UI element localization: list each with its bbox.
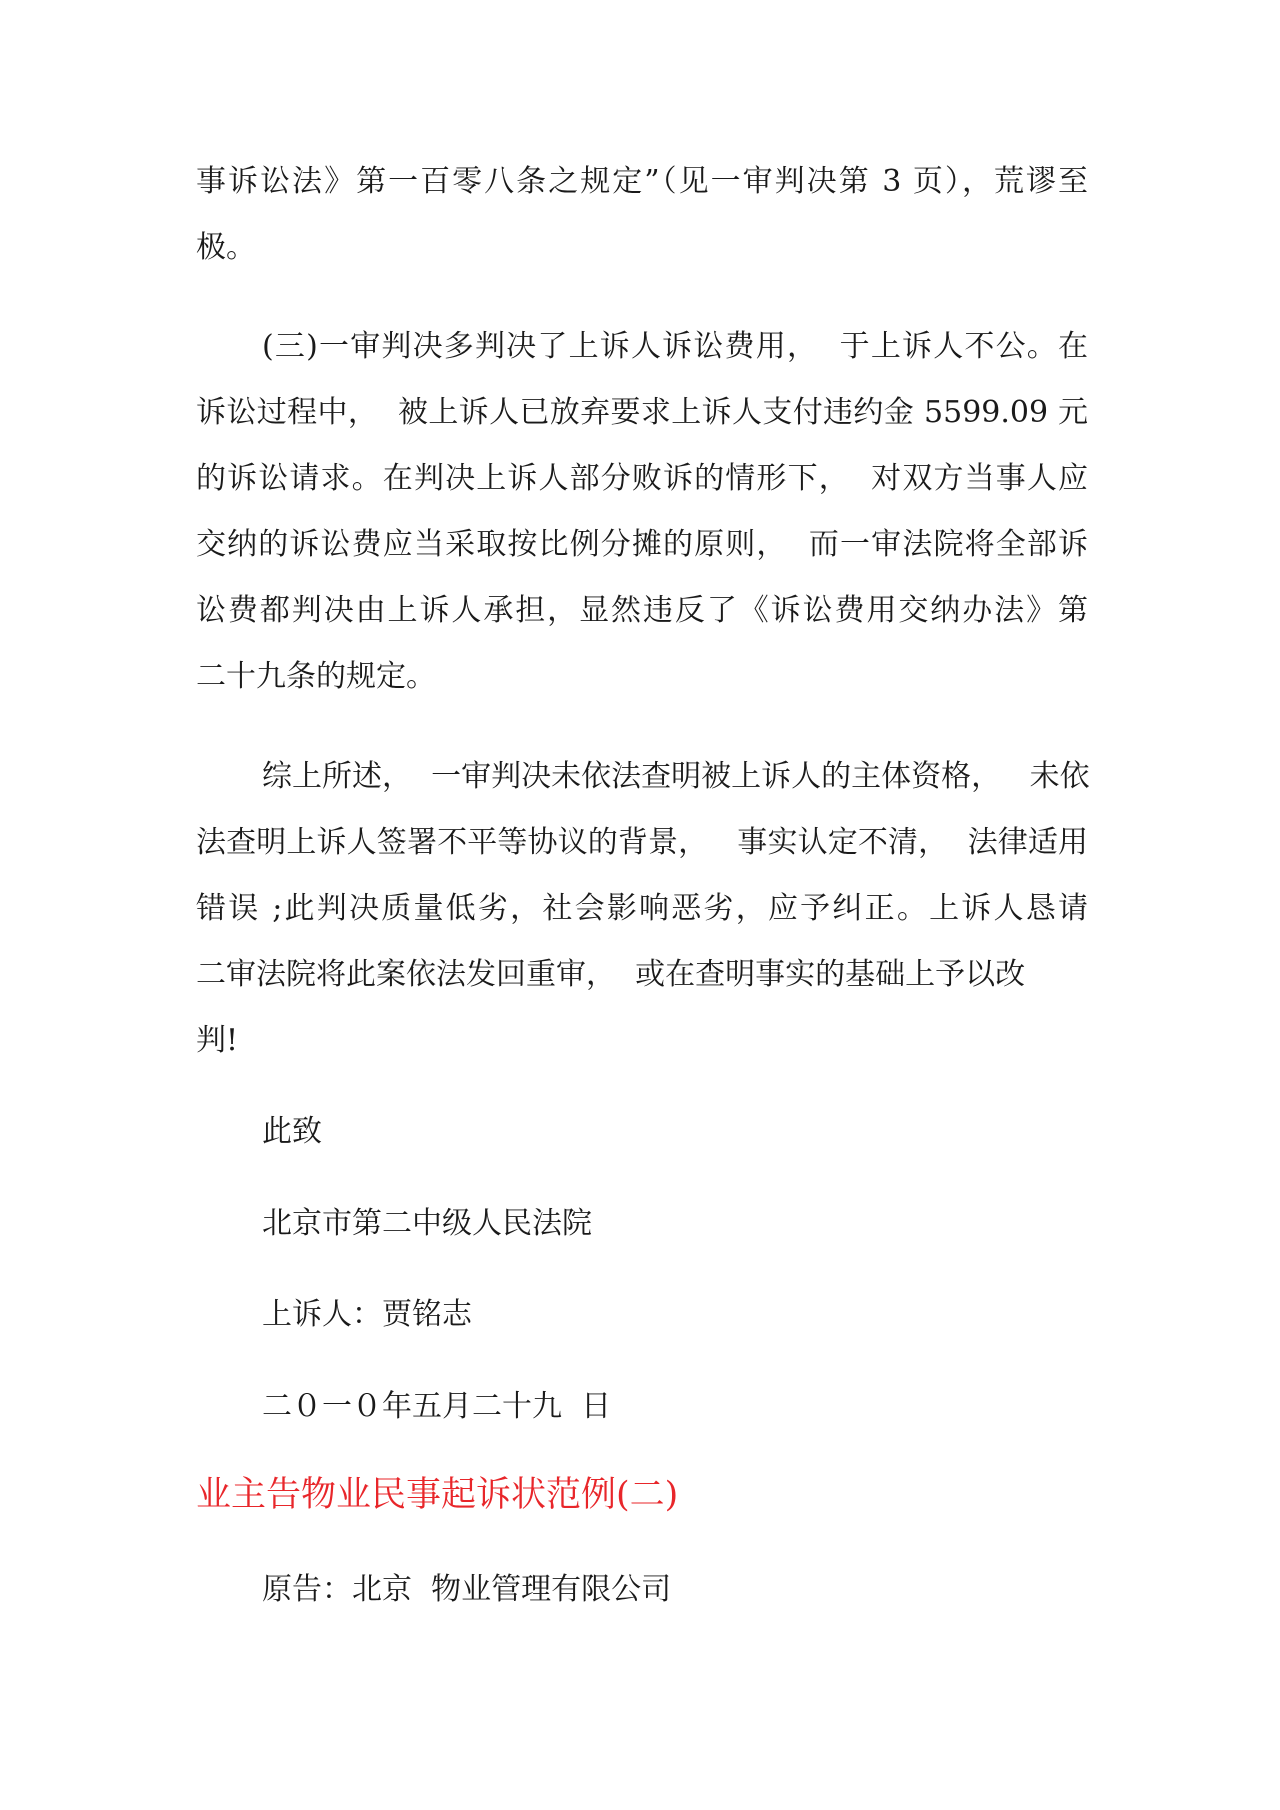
plaintiff-line: 原告：北京 物业管理有限公司 <box>262 1572 672 1607</box>
closing-date: 二０一０年五月二十九 日 <box>262 1389 612 1424</box>
paragraph-line: 二十九条的规定。 <box>196 659 436 694</box>
paragraph-line: 交纳的诉讼费应当采取按比例分摊的原则， 而一审法院将全部诉 <box>196 527 1088 562</box>
paragraph-line: 极。 <box>196 230 256 265</box>
paragraph-line: 错误 ;此判决质量低劣，社会影响恶劣，应予纠正。上诉人恳请 <box>196 891 1088 926</box>
paragraph-line: 讼费都判决由上诉人承担，显然违反了《诉讼费用交纳办法》第 <box>196 593 1088 628</box>
closing-salutation: 此致 <box>262 1114 322 1149</box>
paragraph-line: 法查明上诉人签署不平等协议的背景， 事实认定不清， 法律适用 <box>196 825 1088 860</box>
paragraph-line: 判! <box>196 1023 239 1058</box>
paragraph-line: 二审法院将此案依法发回重审， 或在查明事实的基础上予以改 <box>196 957 1026 992</box>
paragraph-line: 诉讼过程中， 被上诉人已放弃要求上诉人支付违约金 5599.09 元 <box>196 395 1088 430</box>
paragraph-line: 综上所述， 一审判决未依法查明被上诉人的主体资格， 未依 <box>262 759 1090 794</box>
closing-appellant: 上诉人：贾铭志 <box>262 1297 472 1332</box>
paragraph-line: 的诉讼请求。在判决上诉人部分败诉的情形下， 对双方当事人应 <box>196 461 1088 496</box>
paragraph-line: 事诉讼法》第一百零八条之规定”（见一审判决第 3 页），荒谬至 <box>196 164 1088 199</box>
paragraph-line: (三)一审判决多判决了上诉人诉讼费用， 于上诉人不公。在 <box>262 329 1088 364</box>
closing-court: 北京市第二中级人民法院 <box>262 1206 592 1241</box>
section-heading: 业主告物业民事起诉状范例(二) <box>196 1475 679 1515</box>
